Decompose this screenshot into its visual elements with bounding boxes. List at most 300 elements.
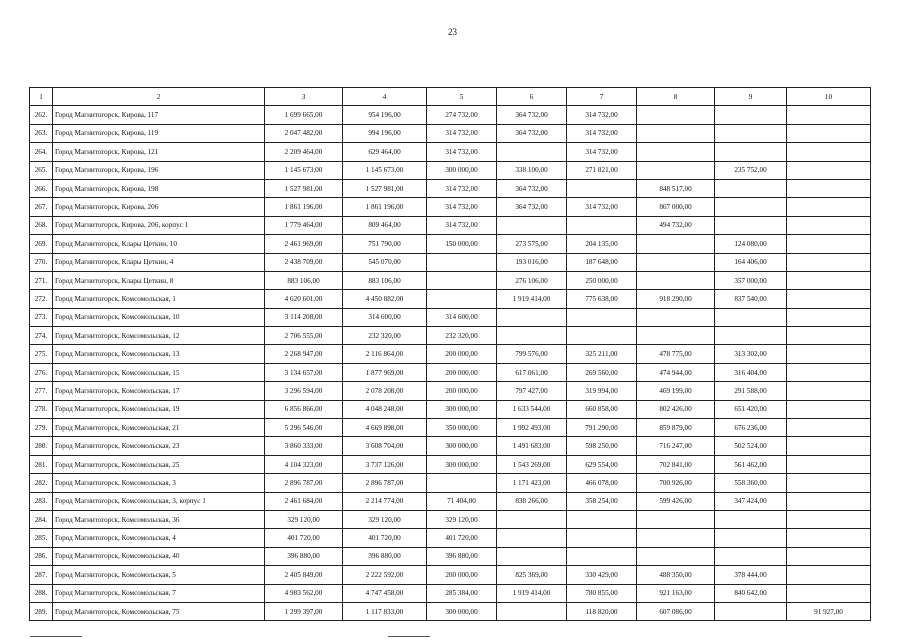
amount-cell [567, 547, 637, 565]
amount-cell: 809 464,00 [343, 216, 427, 234]
amount-cell: 3 134 657,00 [265, 363, 343, 381]
column-header: 1 [30, 88, 53, 106]
address-cell: Город Магнитогорск, Комсомольская, 3 [53, 474, 265, 492]
amount-cell [637, 510, 715, 528]
amount-cell: 314 732,00 [567, 106, 637, 124]
amount-cell: 193 016,00 [497, 253, 567, 271]
address-cell: Город Магнитогорск, Клары Цеткин, 10 [53, 235, 265, 253]
header-row [30, 88, 871, 106]
address-cell: Город Магнитогорск, Кирова, 119 [53, 124, 265, 142]
address-cell: Город Магнитогорск, Комсомольская, 7 [53, 584, 265, 602]
amount-cell: 232 320,00 [343, 327, 427, 345]
row-number-cell: 281. [30, 455, 53, 473]
amount-cell: 314 732,00 [567, 124, 637, 142]
row-number-cell: 268. [30, 216, 53, 234]
amount-cell [427, 253, 497, 271]
table-row [30, 547, 871, 565]
amount-cell: 921 163,00 [637, 584, 715, 602]
amount-cell [787, 345, 871, 363]
address-cell: Город Магнитогорск, Комсомольская, 10 [53, 308, 265, 326]
amount-cell: 1 877 969,00 [343, 363, 427, 381]
row-number-cell: 267. [30, 198, 53, 216]
amount-cell: 200 000,00 [427, 363, 497, 381]
row-number-cell: 278. [30, 400, 53, 418]
amount-cell [787, 400, 871, 418]
amount-cell [497, 547, 567, 565]
address-cell: Город Магнитогорск, Кирова, 196 [53, 161, 265, 179]
row-number-cell: 287. [30, 566, 53, 584]
address-cell: Город Магнитогорск, Кирова, 206 [53, 198, 265, 216]
amount-cell: 314 732,00 [427, 179, 497, 197]
amount-cell: 2 047 482,00 [265, 124, 343, 142]
amount-cell: 300 000,00 [427, 437, 497, 455]
amount-cell: 314 732,00 [427, 143, 497, 161]
amount-cell: 364 732,00 [497, 198, 567, 216]
address-cell: Город Магнитогорск, Комсомольская, 25 [53, 455, 265, 473]
address-cell: Город Магнитогорск, Комсомольская, 40 [53, 547, 265, 565]
amount-cell: 314 732,00 [427, 216, 497, 234]
row-number-cell: 283. [30, 492, 53, 510]
amount-cell: 3 608 704,00 [343, 437, 427, 455]
table-row [30, 106, 871, 124]
amount-cell: 401 720,00 [427, 529, 497, 547]
amount-cell [497, 602, 567, 620]
row-number-cell: 285. [30, 529, 53, 547]
amount-cell: 401 720,00 [343, 529, 427, 547]
table-row [30, 400, 871, 418]
amount-cell [567, 529, 637, 547]
table-row [30, 455, 871, 473]
address-cell: Город Магнитогорск, Клары Цеткин, 4 [53, 253, 265, 271]
amount-cell: 859 879,00 [637, 419, 715, 437]
amount-cell: 396 880,00 [427, 547, 497, 565]
amount-cell: 676 236,00 [715, 419, 787, 437]
row-number-cell: 289. [30, 602, 53, 620]
amount-cell [787, 419, 871, 437]
amount-cell: 4 620 601,00 [265, 290, 343, 308]
amount-cell [787, 253, 871, 271]
amount-cell: 164 406,00 [715, 253, 787, 271]
amount-cell [497, 143, 567, 161]
amount-cell: 2 268 947,00 [265, 345, 343, 363]
amount-cell [715, 198, 787, 216]
row-number-cell: 286. [30, 547, 53, 565]
table-row [30, 382, 871, 400]
amount-cell [787, 455, 871, 473]
address-cell: Город Магнитогорск, Комсомольская, 19 [53, 400, 265, 418]
amount-cell: 378 444,00 [715, 566, 787, 584]
row-number-cell: 274. [30, 327, 53, 345]
amount-cell: 4 048 248,00 [343, 400, 427, 418]
amount-cell [637, 106, 715, 124]
amount-cell [715, 602, 787, 620]
address-cell: Город Магнитогорск, Комсомольская, 21 [53, 419, 265, 437]
amount-cell [787, 198, 871, 216]
amount-cell: 300 000,00 [427, 161, 497, 179]
amount-cell: 291 588,00 [715, 382, 787, 400]
amount-cell [787, 437, 871, 455]
amount-cell: 1 145 673,00 [265, 161, 343, 179]
amount-cell: 396 880,00 [343, 547, 427, 565]
row-number-cell: 263. [30, 124, 53, 142]
amount-cell [637, 124, 715, 142]
amount-cell: 300 000,00 [427, 455, 497, 473]
amount-cell [715, 179, 787, 197]
register-table [29, 87, 871, 621]
amount-cell [637, 253, 715, 271]
row-number-cell: 275. [30, 345, 53, 363]
amount-cell: 232 320,00 [427, 327, 497, 345]
address-cell: Город Магнитогорск, Клары Цеткин, 8 [53, 271, 265, 289]
amount-cell [787, 382, 871, 400]
table-row [30, 253, 871, 271]
amount-cell: 329 120,00 [427, 510, 497, 528]
amount-cell [787, 106, 871, 124]
table-row [30, 602, 871, 620]
amount-cell: 150 000,00 [427, 235, 497, 253]
amount-cell: 598 250,00 [567, 437, 637, 455]
amount-cell: 300 000,00 [427, 400, 497, 418]
amount-cell [787, 235, 871, 253]
amount-cell: 1 919 414,00 [497, 584, 567, 602]
row-number-cell: 272. [30, 290, 53, 308]
amount-cell [787, 308, 871, 326]
table-row [30, 179, 871, 197]
amount-cell: 545 070,00 [343, 253, 427, 271]
amount-cell: 1 527 981,00 [343, 179, 427, 197]
amount-cell [787, 363, 871, 381]
amount-cell: 271 821,00 [567, 161, 637, 179]
row-number-cell: 288. [30, 584, 53, 602]
address-cell: Город Магнитогорск, Комсомольская, 75 [53, 602, 265, 620]
amount-cell: 1 919 414,00 [497, 290, 567, 308]
footer-rule [388, 636, 430, 637]
address-cell: Город Магнитогорск, Комсомольская, 1 [53, 290, 265, 308]
row-number-cell: 265. [30, 161, 53, 179]
amount-cell [497, 510, 567, 528]
amount-cell: 2 209 464,00 [265, 143, 343, 161]
amount-cell: 954 196,00 [343, 106, 427, 124]
amount-cell: 2 438 709,00 [265, 253, 343, 271]
table-row [30, 216, 871, 234]
amount-cell: 300 000,00 [427, 602, 497, 620]
amount-cell: 474 944,00 [637, 363, 715, 381]
amount-cell: 235 752,00 [715, 161, 787, 179]
table-row [30, 161, 871, 179]
row-number-cell: 276. [30, 363, 53, 381]
table-row [30, 510, 871, 528]
amount-cell: 313 302,00 [715, 345, 787, 363]
amount-cell [567, 308, 637, 326]
amount-cell [787, 584, 871, 602]
column-header: 5 [427, 88, 497, 106]
amount-cell: 1 299 397,00 [265, 602, 343, 620]
amount-cell [787, 271, 871, 289]
amount-cell [637, 235, 715, 253]
amount-cell: 775 638,00 [567, 290, 637, 308]
amount-cell [497, 529, 567, 547]
amount-cell: 314 600,00 [427, 308, 497, 326]
amount-cell: 1 861 196,00 [265, 198, 343, 216]
table-row [30, 235, 871, 253]
amount-cell [637, 547, 715, 565]
column-header: 4 [343, 88, 427, 106]
row-number-cell: 273. [30, 308, 53, 326]
amount-cell: 838 266,00 [497, 492, 567, 510]
amount-cell: 347 424,00 [715, 492, 787, 510]
amount-cell: 314 732,00 [567, 143, 637, 161]
amount-cell: 3 860 333,00 [265, 437, 343, 455]
amount-cell [637, 271, 715, 289]
amount-cell: 702 841,00 [637, 455, 715, 473]
amount-cell: 1 491 683,00 [497, 437, 567, 455]
amount-cell: 791 290,00 [567, 419, 637, 437]
amount-cell: 607 086,00 [637, 602, 715, 620]
amount-cell: 716 247,00 [637, 437, 715, 455]
amount-cell: 4 450 882,00 [343, 290, 427, 308]
address-cell: Город Магнитогорск, Комсомольская, 17 [53, 382, 265, 400]
amount-cell [715, 308, 787, 326]
amount-cell: 1 527 981,00 [265, 179, 343, 197]
column-header: 2 [53, 88, 265, 106]
amount-cell: 3 296 594,00 [265, 382, 343, 400]
amount-cell [567, 216, 637, 234]
amount-cell [787, 474, 871, 492]
amount-cell [715, 327, 787, 345]
page-number: 23 [448, 27, 457, 37]
amount-cell: 273 575,00 [497, 235, 567, 253]
amount-cell [787, 124, 871, 142]
amount-cell: 837 540,00 [715, 290, 787, 308]
amount-cell: 2 461 969,00 [265, 235, 343, 253]
table-row [30, 584, 871, 602]
column-header: 3 [265, 88, 343, 106]
amount-cell: 3 737 126,00 [343, 455, 427, 473]
amount-cell: 316 404,00 [715, 363, 787, 381]
amount-cell [787, 290, 871, 308]
amount-cell [567, 179, 637, 197]
column-header: 8 [637, 88, 715, 106]
amount-cell: 200 000,00 [427, 345, 497, 363]
address-cell: Город Магнитогорск, Комсомольская, 36 [53, 510, 265, 528]
amount-cell: 918 290,00 [637, 290, 715, 308]
amount-cell [427, 474, 497, 492]
amount-cell: 364 732,00 [497, 179, 567, 197]
amount-cell [787, 566, 871, 584]
amount-cell: 1 861 196,00 [343, 198, 427, 216]
address-cell: Город Магнитогорск, Кирова, 117 [53, 106, 265, 124]
table-row [30, 327, 871, 345]
amount-cell: 700 926,00 [637, 474, 715, 492]
amount-cell: 502 524,00 [715, 437, 787, 455]
table-row [30, 198, 871, 216]
amount-cell: 1 145 673,00 [343, 161, 427, 179]
table-row [30, 529, 871, 547]
amount-cell: 124 080,00 [715, 235, 787, 253]
amount-cell [497, 308, 567, 326]
address-cell: Город Магнитогорск, Кирова, 121 [53, 143, 265, 161]
table-row [30, 492, 871, 510]
amount-cell: 2 078 208,00 [343, 382, 427, 400]
amount-cell: 2 214 774,00 [343, 492, 427, 510]
amount-cell: 1 699 665,00 [265, 106, 343, 124]
amount-cell: 629 554,00 [567, 455, 637, 473]
table-row [30, 124, 871, 142]
row-number-cell: 266. [30, 179, 53, 197]
amount-cell: 118 820,00 [567, 602, 637, 620]
amount-cell: 3 114 208,00 [265, 308, 343, 326]
address-cell: Город Магнитогорск, Кирова, 198 [53, 179, 265, 197]
amount-cell: 338 100,00 [497, 161, 567, 179]
amount-cell: 204 135,00 [567, 235, 637, 253]
address-cell: Город Магнитогорск, Кирова, 206, корпус 1 [53, 216, 265, 234]
amount-cell: 2 896 787,00 [265, 474, 343, 492]
amount-cell [497, 327, 567, 345]
amount-cell [787, 161, 871, 179]
amount-cell [787, 143, 871, 161]
amount-cell [787, 510, 871, 528]
amount-cell: 285 384,00 [427, 584, 497, 602]
table-row [30, 437, 871, 455]
amount-cell: 1 992 493,00 [497, 419, 567, 437]
amount-cell: 478 775,00 [637, 345, 715, 363]
address-cell: Город Магнитогорск, Комсомольская, 5 [53, 566, 265, 584]
amount-cell: 358 254,00 [567, 492, 637, 510]
amount-cell: 4 104 323,00 [265, 455, 343, 473]
amount-cell: 780 855,00 [567, 584, 637, 602]
amount-cell: 6 856 866,00 [265, 400, 343, 418]
column-header: 7 [567, 88, 637, 106]
amount-cell: 488 350,00 [637, 566, 715, 584]
amount-cell: 629 464,00 [343, 143, 427, 161]
amount-cell: 314 600,00 [343, 308, 427, 326]
amount-cell: 200 000,00 [427, 566, 497, 584]
amount-cell [715, 510, 787, 528]
amount-cell: 2 896 787,00 [343, 474, 427, 492]
amount-cell: 364 732,00 [497, 106, 567, 124]
amount-cell [637, 308, 715, 326]
amount-cell [787, 529, 871, 547]
amount-cell [567, 327, 637, 345]
table-row [30, 363, 871, 381]
amount-cell: 325 211,00 [567, 345, 637, 363]
amount-cell [787, 327, 871, 345]
amount-cell: 5 296 546,00 [265, 419, 343, 437]
amount-cell [787, 179, 871, 197]
table-row [30, 566, 871, 584]
row-number-cell: 270. [30, 253, 53, 271]
amount-cell: 883 106,00 [343, 271, 427, 289]
row-number-cell: 284. [30, 510, 53, 528]
column-header: 10 [787, 88, 871, 106]
amount-cell [715, 143, 787, 161]
address-cell: Город Магнитогорск, Комсомольская, 3, корпус 1 [53, 492, 265, 510]
amount-cell [637, 143, 715, 161]
amount-cell: 751 790,00 [343, 235, 427, 253]
amount-cell [497, 216, 567, 234]
amount-cell [637, 529, 715, 547]
amount-cell: 269 560,00 [567, 363, 637, 381]
address-cell: Город Магнитогорск, Комсомольская, 13 [53, 345, 265, 363]
amount-cell: 799 576,00 [497, 345, 567, 363]
address-cell: Город Магнитогорск, Комсомольская, 4 [53, 529, 265, 547]
amount-cell: 200 000,00 [427, 382, 497, 400]
amount-cell: 250 000,00 [567, 271, 637, 289]
amount-cell: 466 078,00 [567, 474, 637, 492]
amount-cell: 330 429,00 [567, 566, 637, 584]
amount-cell: 561 462,00 [715, 455, 787, 473]
amount-cell: 599 426,00 [637, 492, 715, 510]
amount-cell: 1 117 833,00 [343, 602, 427, 620]
row-number-cell: 264. [30, 143, 53, 161]
address-cell: Город Магнитогорск, Комсомольская, 12 [53, 327, 265, 345]
amount-cell [427, 290, 497, 308]
amount-cell: 558 360,00 [715, 474, 787, 492]
amount-cell: 364 732,00 [497, 124, 567, 142]
amount-cell: 848 517,00 [637, 179, 715, 197]
amount-cell: 319 994,00 [567, 382, 637, 400]
amount-cell [787, 547, 871, 565]
amount-cell: 825 369,00 [497, 566, 567, 584]
amount-cell: 187 648,00 [567, 253, 637, 271]
amount-cell: 329 120,00 [265, 510, 343, 528]
amount-cell [787, 492, 871, 510]
amount-cell: 4 669 898,00 [343, 419, 427, 437]
amount-cell: 357 000,00 [715, 271, 787, 289]
table-row [30, 271, 871, 289]
amount-cell [715, 106, 787, 124]
amount-cell [715, 547, 787, 565]
amount-cell [715, 529, 787, 547]
address-cell: Город Магнитогорск, Комсомольская, 23 [53, 437, 265, 455]
amount-cell [637, 327, 715, 345]
table-row [30, 419, 871, 437]
amount-cell: 314 732,00 [427, 198, 497, 216]
amount-cell: 2 405 849,00 [265, 566, 343, 584]
row-number-cell: 279. [30, 419, 53, 437]
amount-cell: 883 106,00 [265, 271, 343, 289]
column-header: 9 [715, 88, 787, 106]
row-number-cell: 262. [30, 106, 53, 124]
amount-cell [715, 216, 787, 234]
amount-cell: 401 720,00 [265, 529, 343, 547]
row-number-cell: 282. [30, 474, 53, 492]
amount-cell: 274 732,00 [427, 106, 497, 124]
amount-cell: 994 196,00 [343, 124, 427, 142]
table-row [30, 290, 871, 308]
amount-cell: 660 858,00 [567, 400, 637, 418]
amount-cell: 4 747 458,00 [343, 584, 427, 602]
amount-cell: 2 222 592,00 [343, 566, 427, 584]
amount-cell: 2 706 555,00 [265, 327, 343, 345]
amount-cell: 314 732,00 [427, 124, 497, 142]
amount-cell: 71 404,00 [427, 492, 497, 510]
amount-cell: 4 983 562,00 [265, 584, 343, 602]
amount-cell: 840 642,00 [715, 584, 787, 602]
row-number-cell: 269. [30, 235, 53, 253]
amount-cell: 1 543 269,00 [497, 455, 567, 473]
table-body [30, 106, 871, 621]
amount-cell: 617 061,00 [497, 363, 567, 381]
amount-cell [637, 161, 715, 179]
amount-cell: 314 732,00 [567, 198, 637, 216]
amount-cell: 1 633 544,00 [497, 400, 567, 418]
amount-cell: 867 000,00 [637, 198, 715, 216]
amount-cell: 494 732,00 [637, 216, 715, 234]
amount-cell: 276 106,00 [497, 271, 567, 289]
amount-cell: 91 927,00 [787, 602, 871, 620]
amount-cell: 350 000,00 [427, 419, 497, 437]
